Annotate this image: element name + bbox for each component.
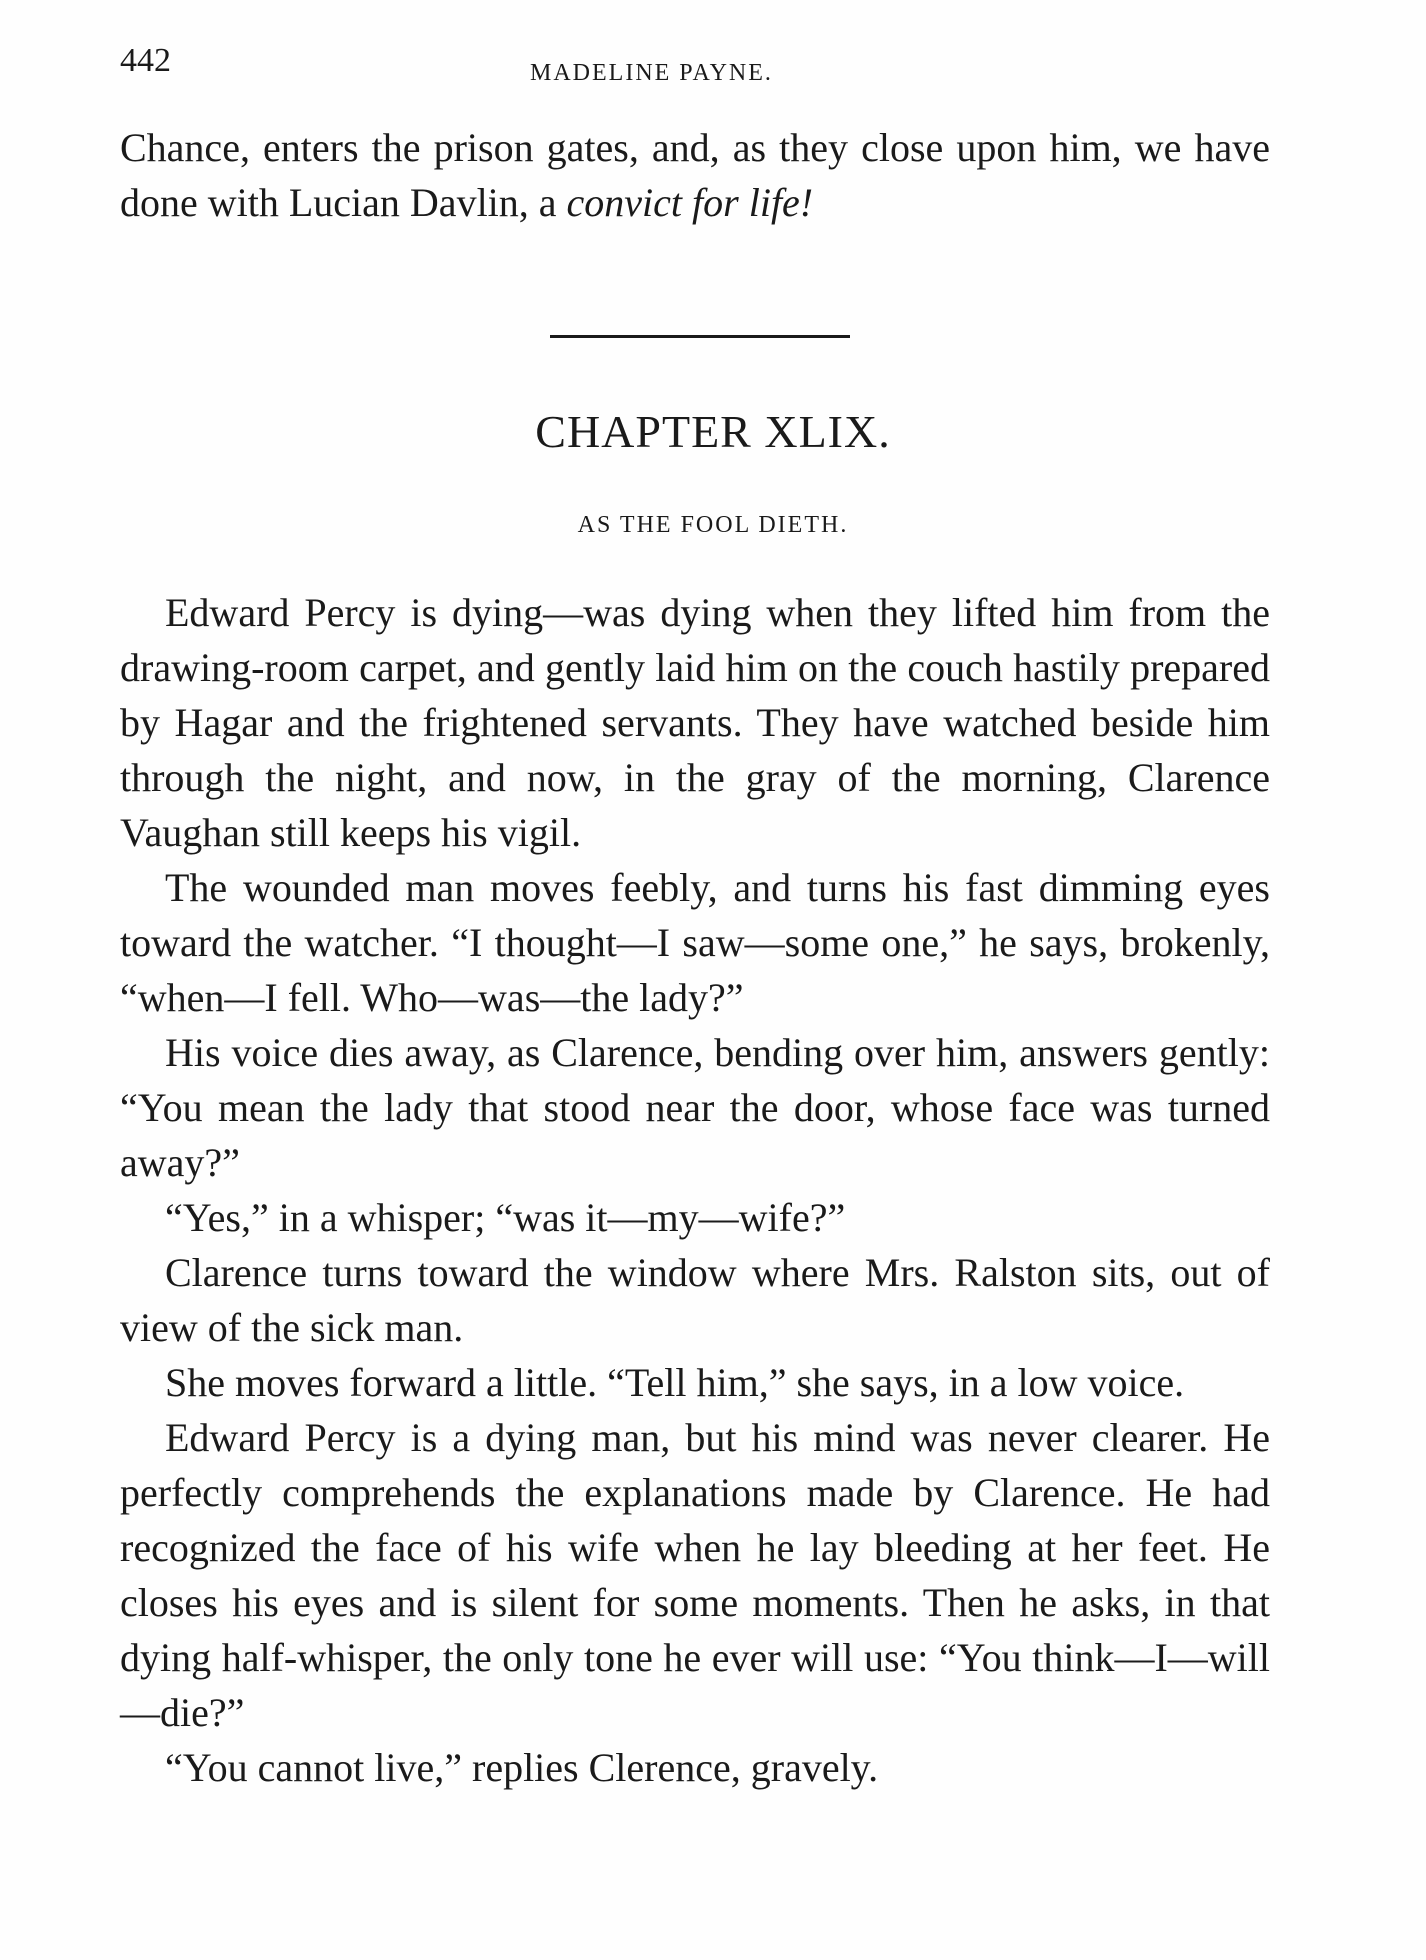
paragraph: The wounded man moves feebly, and turns his fast dimming eyes toward the watcher. “I thought—I saw—some one,” he says, brokenly, “when—I fell. Who—was—the lady?” xyxy=(120,865,1270,1020)
running-head: MADELINE PAYNE. xyxy=(530,60,773,86)
carryover-text: Chance, enters the prison gates, and, as they close upon him, we have done with Lucian Davlin, a xyxy=(120,125,1270,225)
chapter-body xyxy=(120,585,1270,1795)
page-number: 442 xyxy=(120,42,171,79)
paragraph: Edward Percy is a dying man, but his mind was never clearer. He perfectly comprehends the explanations made by Clarence. He had recognized the face of his wife when he lay bleeding at her feet. He closes his eyes and is silent for some moments. Then he asks, in that dying half-whisper, the only tone he ever will use: “You think—I—will—die?” xyxy=(120,1415,1270,1735)
paragraph: Clarence turns toward the window where Mrs. Ralston sits, out of view of the sick man. xyxy=(120,1250,1270,1350)
section-divider xyxy=(550,335,850,338)
carryover-paragraph xyxy=(120,120,1270,230)
carryover-italic-text: convict for life! xyxy=(566,180,814,225)
page-header xyxy=(120,42,1270,92)
chapter-subtitle: AS THE FOOL DIETH. xyxy=(577,512,849,538)
paragraph: “Yes,” in a whisper; “was it—my—wife?” xyxy=(165,1195,846,1240)
carryover-paragraph-block xyxy=(120,120,1270,230)
paragraph: She moves forward a little. “Tell him,” she says, in a low voice. xyxy=(165,1360,1185,1405)
paragraph: His voice dies away, as Clarence, bending over him, answers gently: “You mean the lady that stood near the door, whose face was turned away?” xyxy=(120,1030,1270,1185)
paragraph: Edward Percy is dying—was dying when they lifted him from the drawing-room carpet, and gently laid him on the couch hastily prepared by Hagar and the frightened servants. They have watched beside him through the night, and now, in the gray of the morning, Clarence Vaughan still keeps his vigil. xyxy=(120,590,1270,855)
paragraph: “You cannot live,” replies Clerence, gravely. xyxy=(165,1745,879,1790)
chapter-title: CHAPTER XLIX. xyxy=(535,406,891,457)
